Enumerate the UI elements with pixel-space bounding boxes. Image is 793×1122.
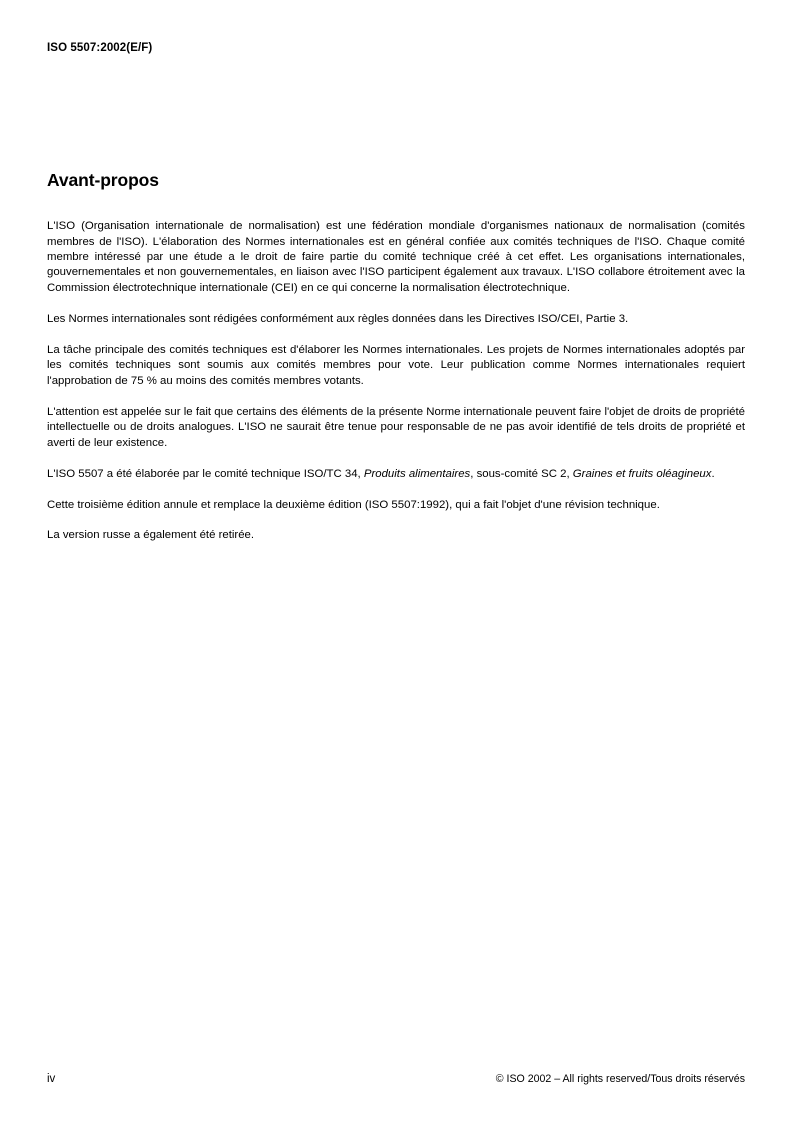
attribution-text-lead: L'ISO 5507 a été élaborée par le comité technique ISO/TC 34, (47, 467, 364, 480)
paragraph-iso-cei-directives: Les Normes internationales sont rédigées conformément aux règles données dans les Directives ISO/CEI, Partie 3. (47, 312, 629, 325)
attribution-text-middle: , sous-comité SC 2, (470, 467, 573, 480)
copyright-notice: © ISO 2002 – All rights reserved/Tous droits réservés (495, 1073, 745, 1085)
paragraph-russian-version-withdrawn: La version russe a également été retirée. (47, 529, 255, 542)
attribution-text-end: . (711, 467, 715, 480)
paragraph-technical-committee-task: La tâche principale des comités techniques est d'élaborer les Normes internationales. Les projets de Normes internationales adoptés par les comités techniques sont soumis aux comités membres pour vote. Leur publication comme Normes internationales requiert l'approbation de 75 % au moins des comités membres votants. (47, 343, 745, 387)
committee-title-produits-alimentaires: Produits alimentaires (363, 467, 471, 480)
paragraph-committee-attribution (47, 467, 745, 482)
page-footer (47, 1073, 745, 1089)
paragraph-third-edition-notice: Cette troisième édition annule et remplace la deuxième édition (ISO 5507:1992), qui a fait l'objet d'une révision technique. (47, 498, 660, 511)
document-reference-header: ISO 5507:2002(E/F) (47, 42, 153, 54)
subcommittee-title-graines-et-fruits-oleagineux: Graines et fruits oléagineux (572, 467, 712, 480)
paragraph-patent-rights-notice: L'attention est appelée sur le fait que certains des éléments de la présente Norme internationale peuvent faire l'objet de droits de propriété intellectuelle ou de droits analogues. L'ISO ne saurait être tenue pour responsable de ne pas avoir identifié de tels droits de propriété et averti de leur existence. (47, 405, 745, 449)
page-content (47, 170, 745, 544)
paragraph-iso-federation: L'ISO (Organisation internationale de normalisation) est une fédération mondiale d'organismes nationaux de normalisation (comités membres de l'ISO). L'élaboration des Normes internationales est en général confiée aux comités techniques de l'ISO. Chaque comité membre intéressé par une étude a le droit de faire partie du comité technique créé à cet effet. Les organisations internationales, gouvernementales et non gouvernementales, en liaison avec l'ISO participent également aux travaux. L'ISO collabore étroitement avec la Commission électrotechnique internationale (CEI) en ce qui concerne la normalisation électrotechnique. (47, 220, 745, 294)
page-number: iv (47, 1073, 56, 1085)
page-title: Avant-propos (47, 170, 159, 190)
